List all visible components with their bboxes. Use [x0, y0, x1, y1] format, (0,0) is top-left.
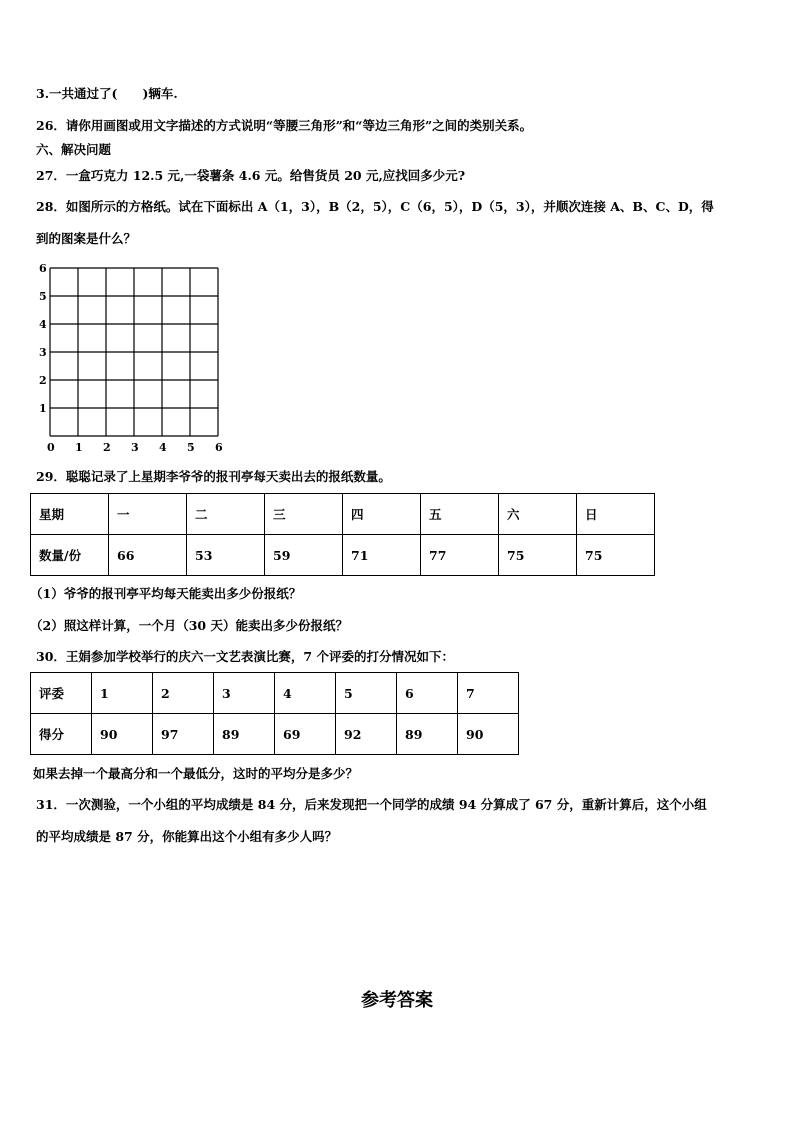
table-cell: 3 — [214, 673, 275, 714]
table-cell: 7 — [458, 673, 519, 714]
table-cell: 4 — [275, 673, 336, 714]
answer-section-title: 参考答案 — [361, 990, 433, 1011]
table-cell: 四 — [343, 494, 421, 535]
table-cell: 数量/份 — [31, 535, 109, 576]
y-tick-label: 5 — [39, 290, 47, 303]
question-31-cont: 的平均成绩是 87 分，你能算出这个小组有多少人吗？ — [36, 829, 338, 844]
table-cell: 5 — [336, 673, 397, 714]
x-tick-label: 3 — [131, 441, 139, 454]
y-tick-label: 3 — [39, 346, 47, 359]
question-27: 27．一盒巧克力 12.5 元,一袋薯条 4.6 元。给售货员 20 元,应找回多少元? — [36, 168, 466, 183]
table-cell: 90 — [458, 714, 519, 755]
x-tick-label: 1 — [75, 441, 83, 454]
y-tick-label: 6 — [39, 262, 47, 275]
section-heading: 六、解决问题 — [36, 142, 112, 157]
table-cell: 59 — [265, 535, 343, 576]
table-cell: 75 — [499, 535, 577, 576]
y-tick-label: 1 — [39, 402, 47, 415]
table-cell: 星期 — [31, 494, 109, 535]
table-cell: 五 — [421, 494, 499, 535]
x-tick-label: 0 — [47, 441, 55, 454]
table-row — [31, 673, 519, 714]
table-row — [31, 535, 655, 576]
table-cell: 77 — [421, 535, 499, 576]
table-cell: 75 — [577, 535, 655, 576]
question-29-part-1: （1）爷爷的报刊亭平均每天能卖出多少份报纸？ — [30, 586, 302, 601]
table-cell: 66 — [109, 535, 187, 576]
question-29-part-2: （2）照这样计算，一个月（30 天）能卖出多少份报纸？ — [30, 618, 348, 633]
newspaper-sales-table — [30, 493, 655, 576]
table-row — [31, 494, 655, 535]
table-cell: 90 — [92, 714, 153, 755]
table-cell: 69 — [275, 714, 336, 755]
question-28-cont: 到的图案是什么？ — [36, 231, 137, 246]
coordinate-grid — [30, 262, 230, 457]
question-26: 26．请你用画图或用文字描述的方式说明“等腰三角形”和“等边三角形”之间的类别关系。 — [36, 118, 533, 133]
table-cell: 得分 — [31, 714, 92, 755]
table-cell: 92 — [336, 714, 397, 755]
table-cell: 6 — [397, 673, 458, 714]
question-30: 30．王娟参加学校举行的庆六一文艺表演比赛，7 个评委的打分情况如下： — [36, 649, 454, 664]
table-cell: 三 — [265, 494, 343, 535]
table-cell: 二 — [187, 494, 265, 535]
table-cell: 71 — [343, 535, 421, 576]
question-28: 28．如图所示的方格纸。试在下面标出 A（1，3），B（2，5），C（6，5），D（5，3），并顺次连接 A、B、C、D，得 — [36, 199, 714, 214]
question-25-line: 3.一共通过了( )辆车. — [36, 86, 178, 101]
question-29: 29．聪聪记录了上星期李爷爷的报刊亭每天卖出去的报纸数量。 — [36, 469, 391, 484]
x-tick-label: 4 — [159, 441, 167, 454]
x-tick-label: 6 — [215, 441, 223, 454]
table-cell: 89 — [214, 714, 275, 755]
table-cell: 89 — [397, 714, 458, 755]
table-row — [31, 714, 519, 755]
table-cell: 一 — [109, 494, 187, 535]
table-cell: 97 — [153, 714, 214, 755]
x-tick-label: 2 — [103, 441, 111, 454]
x-tick-label: 5 — [187, 441, 195, 454]
question-31: 31．一次测验，一个小组的平均成绩是 84 分，后来发现把一个同学的成绩 94 分算成了 67 分，重新计算后，这个小组 — [36, 797, 707, 812]
question-30-part: 如果去掉一个最高分和一个最低分，这时的平均分是多少？ — [33, 766, 359, 781]
table-cell: 2 — [153, 673, 214, 714]
y-tick-label: 2 — [39, 374, 47, 387]
table-cell: 六 — [499, 494, 577, 535]
table-cell: 评委 — [31, 673, 92, 714]
y-tick-label: 4 — [39, 318, 47, 331]
table-cell: 日 — [577, 494, 655, 535]
table-cell: 1 — [92, 673, 153, 714]
table-cell: 53 — [187, 535, 265, 576]
judges-score-table — [30, 672, 519, 755]
